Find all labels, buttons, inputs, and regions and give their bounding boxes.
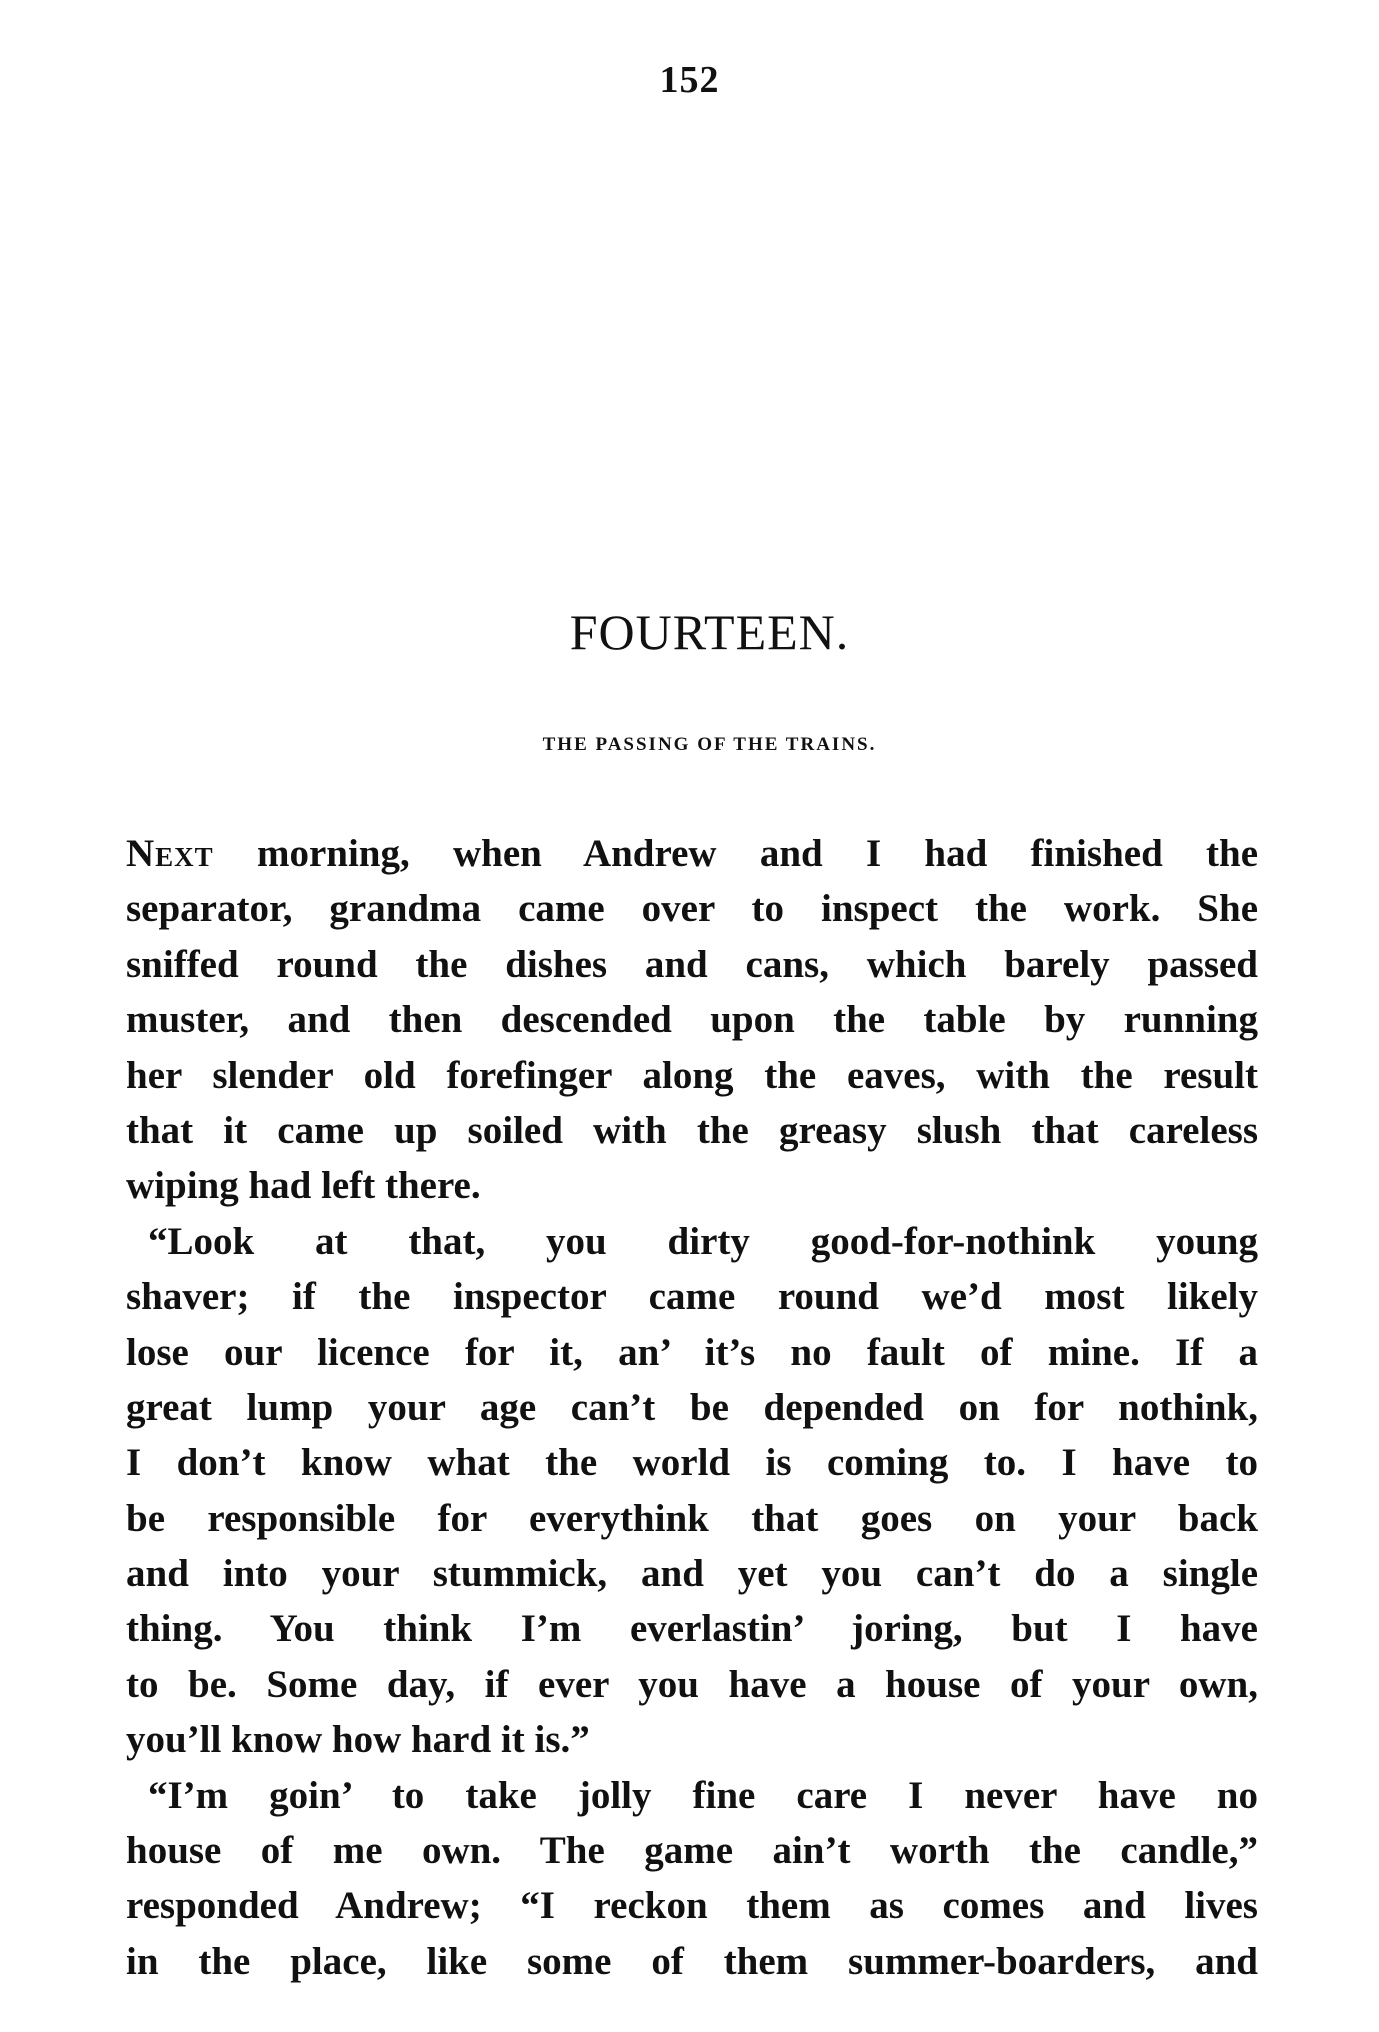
text-line-content: be responsible for everythink that goes on your back xyxy=(126,1496,1258,1540)
text-line-content: separator, grandma came over to inspect the work. She xyxy=(126,887,1258,931)
text-line xyxy=(126,992,1258,1047)
text-line-content: great lump your age can’t be depended on for nothink, xyxy=(126,1385,1258,1429)
text-line xyxy=(126,881,1258,936)
text-line xyxy=(126,1878,1258,1933)
text-line xyxy=(126,1823,1258,1878)
text-line xyxy=(126,1657,1258,1712)
text-line xyxy=(126,1048,1258,1103)
page-number: 152 xyxy=(659,59,720,101)
text-line xyxy=(126,1214,1258,1269)
text-line xyxy=(126,1269,1258,1324)
text-line-content: responded Andrew; “I reckon them as comes and lives xyxy=(126,1884,1258,1928)
body-text xyxy=(126,826,1258,1989)
text-line-content: you’ll know how hard it is.” xyxy=(126,1718,590,1762)
text-line xyxy=(126,1712,1258,1767)
text-line xyxy=(126,1435,1258,1490)
text-line-content: thing. You think I’m everlastin’ joring, but I have xyxy=(126,1607,1258,1651)
text-line-content: that it came up soiled with the greasy slush that careless xyxy=(126,1108,1258,1152)
text-line-content: her slender old forefinger along the eaves, with the result xyxy=(126,1053,1258,1097)
text-line xyxy=(126,1601,1258,1656)
text-line xyxy=(126,1158,1258,1213)
text-line xyxy=(126,1934,1258,1989)
text-line xyxy=(126,937,1258,992)
text-line-content: I don’t know what the world is coming to. I have to xyxy=(126,1441,1258,1485)
text-line xyxy=(126,1325,1258,1380)
text-line-content: “I’m goin’ to take jolly fine care I never have no xyxy=(148,1773,1258,1817)
text-line xyxy=(126,1546,1258,1601)
text-line-content: sniffed round the dishes and cans, which barely passed xyxy=(126,942,1258,986)
chapter-subtitle: THE PASSING OF THE TRAINS. xyxy=(542,734,877,755)
text-line xyxy=(126,1380,1258,1435)
text-line-content: shaver; if the inspector came round we’d most likely xyxy=(126,1275,1258,1319)
chapter-title: FOURTEEN. xyxy=(569,604,850,660)
text-line-content: and into your stummick, and yet you can’t do a single xyxy=(126,1552,1258,1596)
text-line-content: lose our licence for it, an’ it’s no fault of mine. If a xyxy=(126,1330,1258,1374)
text-line-content: house of me own. The game ain’t worth the candle,” xyxy=(126,1829,1258,1873)
text-line-content: morning, when Andrew and I had finished the xyxy=(256,832,1259,875)
text-line xyxy=(126,1491,1258,1546)
text-line xyxy=(126,1768,1258,1823)
text-line-content: in the place, like some of them summer-boarders, and xyxy=(126,1939,1258,1983)
text-line-content: “Look at that, you dirty good-for-nothink young xyxy=(148,1219,1258,1263)
text-line xyxy=(126,826,1258,881)
text-line xyxy=(126,1103,1258,1158)
text-line-content: wiping had left there. xyxy=(126,1164,481,1208)
text-line-content: muster, and then descended upon the table by running xyxy=(126,998,1258,1042)
text-line-content: to be. Some day, if ever you have a house of your own, xyxy=(126,1662,1258,1706)
smallcaps-lead-word: Next xyxy=(126,832,214,875)
